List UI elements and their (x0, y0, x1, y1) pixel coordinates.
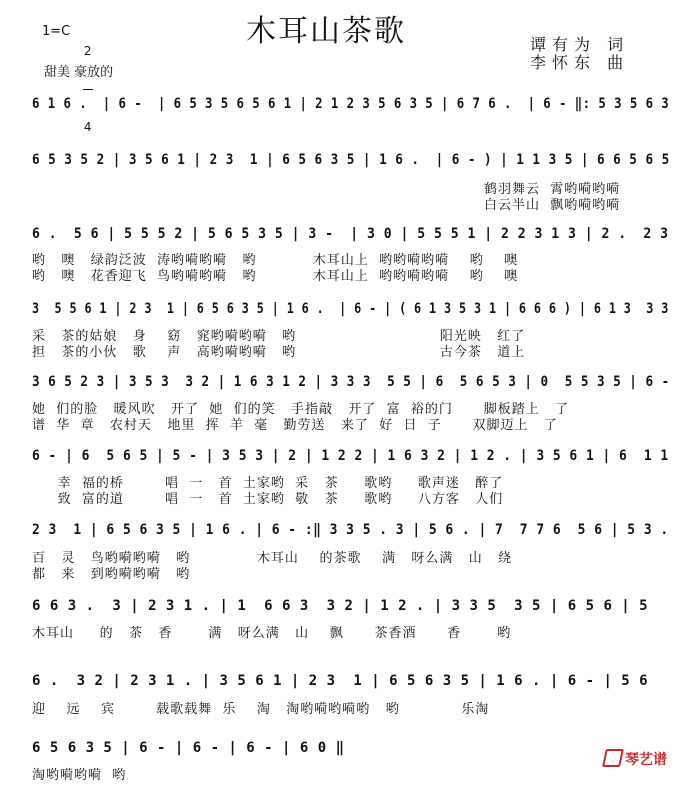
lyric-line: 鹤羽舞云 霄哟嗬哟嗬 (484, 182, 621, 197)
lyric-line: 幸 福的桥 唱 一 首 土家哟 采 茶 歌哟 歌声迷 醉了 (32, 476, 504, 491)
lyric-line: 她 们的脸 暖风吹 开了 她 们的笑 手指敲 开了 富 裕的门 脚板踏上 了 (32, 402, 570, 417)
watermark-logo (585, 733, 668, 785)
time-signature-bar (83, 89, 93, 90)
notation-line: 6 . 5 6 | 5 5 5 2 | 5 6 5 3 5 | 3 - | 3 0 | 5 5 5 1 | 2 2 3 1 3 | 2 . 2 3 (32, 226, 669, 242)
lyric-line: 致 富的道 唱 一 首 土家哟 敬 茶 歌哟 八方客 人们 (32, 492, 504, 507)
notation-line: 3 6 5 2 3 | 3 5 3 3 2 | 1 6 3 1 2 | 3 3 3 5 5 | 6 5 6 5 3 | 0 5 5 3 5 | 6 - (32, 374, 670, 390)
tempo-mood: 甜美 豪放的 (44, 65, 114, 80)
time-signature-bottom: 4 (83, 120, 92, 134)
time-signature-top: 2 (83, 44, 92, 58)
key-signature: 1=C (42, 24, 71, 39)
logo-icon (602, 749, 624, 767)
lyric-line: 哟 噢 花香迎飞 鸟哟嗬哟嗬 哟 木耳山上 哟哟嗬哟嗬 哟 噢 (32, 269, 519, 284)
lyricist-credit: 谭有为 词 (530, 35, 630, 54)
lyric-line: 采 茶的姑娘 身 窈 窕哟嗬哟嗬 哟 阳光映 红了 (32, 329, 526, 344)
song-title: 木耳山茶歌 (246, 14, 406, 49)
notation-line: 6 5 3 5 2 | 3 5 6 1 | 2 3 1 | 6 5 6 3 5 | 1 6 . | 6 - ) | 1 1 3 5 | 6 6 5 6 5 (32, 152, 670, 168)
notation-line: 6 1 6 . | 6 - | 6 5 3 5 6 5 6 1 | 2 1 2 3 5 6 3 5 | 6 7 6 . | 6 - ‖: 5 3 5 6 3 (32, 96, 670, 112)
notation-line: 3 5 5 6 1 | 2 3 1 | 6 5 6 3 5 | 1 6 . | 6 - | ( 6 1 3 5 3 1 | 6 6 6 ) | 6 1 3 3 3 (32, 301, 669, 317)
lyric-line: 百 灵 鸟哟嗬哟嗬 哟 木耳山 的茶歌 满 呀么满 山 绕 (32, 551, 513, 566)
notation-line: 6 5 6 3 5 | 6 - | 6 - | 6 - | 6 0 ‖ (32, 740, 345, 756)
lyric-line: 都 来 到哟嗬哟嗬 哟 (32, 567, 191, 582)
notation-line: 6 . 3 2 | 2 3 1 . | 3 5 6 1 | 2 3 1 | 6 5 6 3 5 | 1 6 . | 6 - | 5 6 (32, 673, 649, 689)
lyric-line: 淘哟嗬哟嗬 哟 (32, 768, 127, 783)
watermark-text: 琴艺谱 (625, 752, 667, 768)
notation-line: 6 6 3 . 3 | 2 3 1 . | 1 6 6 3 3 2 | 1 2 . | 3 3 5 3 5 | 6 5 6 | 5 (32, 598, 649, 614)
lyric-line: 迎 远 宾 载歌载舞 乐 淘 淘哟嗬哟嗬哟 哟 乐淘 (32, 702, 490, 717)
lyric-line: 担 茶的小伙 歌 声 高哟嗬哟嗬 哟 古今茶 道上 (32, 345, 526, 360)
composer-credit: 李怀东 曲 (530, 53, 630, 72)
time-signature (80, 14, 95, 165)
lyric-line: 白云半山 飘哟嗬哟嗬 (484, 198, 621, 213)
notation-line: 2 3 1 | 6 5 6 3 5 | 1 6 . | 6 - :‖ 3 3 5 . 3 | 5 6 . | 7 7 7 6 5 6 | 5 3 . (32, 522, 669, 538)
lyric-line: 木耳山 的 茶 香 满 呀么满 山 飘 茶香酒 香 哟 (32, 626, 512, 641)
lyric-line: 谱 华 章 农村天 地里 挥 羊 毫 勤劳送 来了 好 日 子 双脚迈上 了 (32, 418, 558, 433)
lyric-line: 哟 噢 绿韵泛波 涛哟嗬哟嗬 哟 木耳山上 哟哟嗬哟嗬 哟 噢 (32, 253, 519, 268)
notation-line: 6 - | 6 5 6 5 | 5 - | 3 5 3 | 2 | 1 2 2 | 1 6 3 2 | 1 2 . | 3 5 6 1 | 6 1 1 (32, 448, 669, 464)
